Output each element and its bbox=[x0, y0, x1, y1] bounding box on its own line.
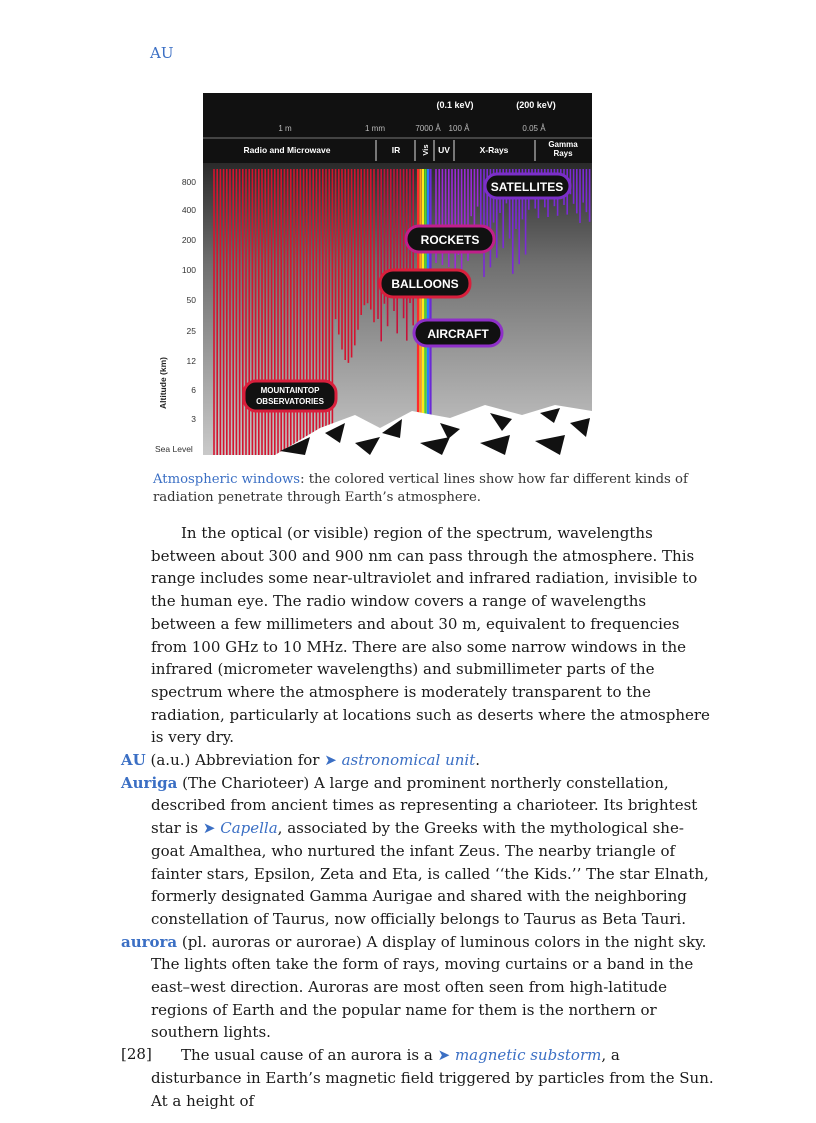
cross-reference-arrow-icon: ➤ bbox=[437, 1046, 451, 1065]
altitude-tick: 25 bbox=[186, 326, 196, 336]
cross-reference-link[interactable]: Capella bbox=[220, 819, 278, 838]
headword: aurora bbox=[121, 932, 178, 951]
svg-text:OBSERVATORIES: OBSERVATORIES bbox=[256, 397, 324, 406]
caption-term: Atmospheric windows bbox=[153, 472, 301, 487]
headword: AU bbox=[121, 751, 146, 770]
paragraph: In the optical (or visible) region of the spectrum, wavelengths between about 300 and 900 nm can pass through the atmosphere. This range includes some near-ultraviolet and infrared radiation, invisible to the human eye. The radio window covers a range of wavelengths between a few millimeters and about 30 m, equivalent to frequencies from 100 GHz to 10 MHz. There are also some narrow windows in the infrared (micrometer wavelengths) and submillimeter parts of the spectrum where the atmosphere is moderately transparent to the radiation, particularly at locations such as deserts where the atmosphere is very dry. bbox=[151, 524, 710, 747]
band-label-gamma: Rays bbox=[553, 149, 573, 158]
cross-reference-arrow-icon: ➤ bbox=[202, 819, 216, 838]
platform-label-mountaintop bbox=[244, 381, 336, 411]
cross-reference-link[interactable]: astronomical unit bbox=[341, 751, 476, 770]
entry-text: , associated by the Greeks with the mythological she-goat Amalthea, who nurtured the infant Zeus. The nearby triangle of fainter stars, Epsilon, Zeta and Eta, is called ‘‘the Kids.’’ The star Elnath, formerly designated Gamma Aurigae and shared with the neighboring constellation of Taurus, now officially belongs to Taurus as Beta Tauri. bbox=[151, 819, 709, 928]
cross-reference-link[interactable]: magnetic substorm bbox=[454, 1046, 602, 1065]
platform-label-rockets bbox=[406, 226, 494, 252]
entry-text: (pl. auroras or aurorae) A display of luminous colors in the night sky. The lights often take the form of rays, moving curtains or a band in the east–west direction. Auroras are most often seen from high-latitude regions of Earth and the popular name for them is the northern or southern lights. bbox=[151, 932, 707, 1042]
wavelength-label: 0.05 Å bbox=[522, 124, 546, 133]
paragraph bbox=[121, 1044, 715, 1112]
band-label-xray: X-Rays bbox=[479, 145, 509, 155]
altitude-tick: Sea Level bbox=[155, 444, 193, 454]
altitude-tick: 6 bbox=[191, 385, 196, 395]
energy-label: (0.1 keV) bbox=[436, 100, 474, 110]
altitude-tick: 800 bbox=[181, 177, 196, 187]
altitude-tick: 400 bbox=[181, 205, 196, 215]
altitude-tick: 100 bbox=[181, 265, 196, 275]
entry-text: (The Charioteer) A large and prominent northerly constellation, described from ancient times as representing a charioteer. Its brightest star is bbox=[151, 773, 698, 838]
altitude-axis-label: Altitude (km) bbox=[158, 357, 168, 409]
caption-text: : the colored vertical lines show how far different kinds of radiation penetrate through Earth’s atmosphere. bbox=[153, 472, 688, 505]
altitude-tick: 50 bbox=[186, 295, 196, 305]
svg-text:MOUNTAINTOP: MOUNTAINTOP bbox=[260, 386, 320, 395]
entry-au bbox=[121, 749, 715, 772]
svg-text:BALLOONS: BALLOONS bbox=[391, 277, 459, 291]
svg-text:SATELLITES: SATELLITES bbox=[490, 180, 564, 194]
entry-aurora bbox=[121, 931, 715, 1045]
band-label-ir: IR bbox=[391, 145, 401, 155]
entry-auriga bbox=[121, 772, 715, 931]
altitude-tick: 200 bbox=[181, 235, 196, 245]
platform-label-satellites bbox=[485, 174, 570, 198]
wavelength-label: 7000 Å bbox=[415, 124, 441, 133]
figure-caption bbox=[153, 471, 693, 507]
atmospheric-windows-figure bbox=[150, 93, 592, 455]
band-label-uv: UV bbox=[438, 145, 450, 155]
platform-label-aircraft bbox=[414, 320, 502, 346]
entry-text: (a.u.) Abbreviation for bbox=[145, 751, 325, 770]
wavelength-label: 100 Å bbox=[448, 124, 470, 133]
page-number: [28] bbox=[121, 1045, 152, 1063]
svg-text:ROCKETS: ROCKETS bbox=[420, 233, 480, 247]
entry-text: . bbox=[475, 751, 480, 770]
cross-reference-arrow-icon: ➤ bbox=[324, 751, 337, 770]
headword: Auriga bbox=[121, 773, 178, 792]
wavelength-label: 1 mm bbox=[365, 124, 385, 133]
band-label-vis: Vis bbox=[421, 144, 430, 156]
platform-label-balloons bbox=[380, 270, 470, 297]
entry-text: The usual cause of an aurora is a bbox=[181, 1046, 438, 1065]
altitude-tick: 12 bbox=[186, 356, 196, 366]
band-label-radio: Radio and Microwave bbox=[243, 145, 331, 155]
altitude-tick: 3 bbox=[191, 414, 196, 424]
entry-text: , a disturbance in Earth’s magnetic field triggered by particles from the Sun. At a height of bbox=[151, 1046, 714, 1110]
svg-text:AIRCRAFT: AIRCRAFT bbox=[427, 327, 489, 341]
band-label-gamma: Gamma bbox=[548, 140, 578, 149]
running-head: AU bbox=[150, 44, 174, 62]
body-text bbox=[121, 522, 715, 1112]
energy-label: (200 keV) bbox=[516, 100, 556, 110]
wavelength-label: 1 m bbox=[278, 124, 292, 133]
